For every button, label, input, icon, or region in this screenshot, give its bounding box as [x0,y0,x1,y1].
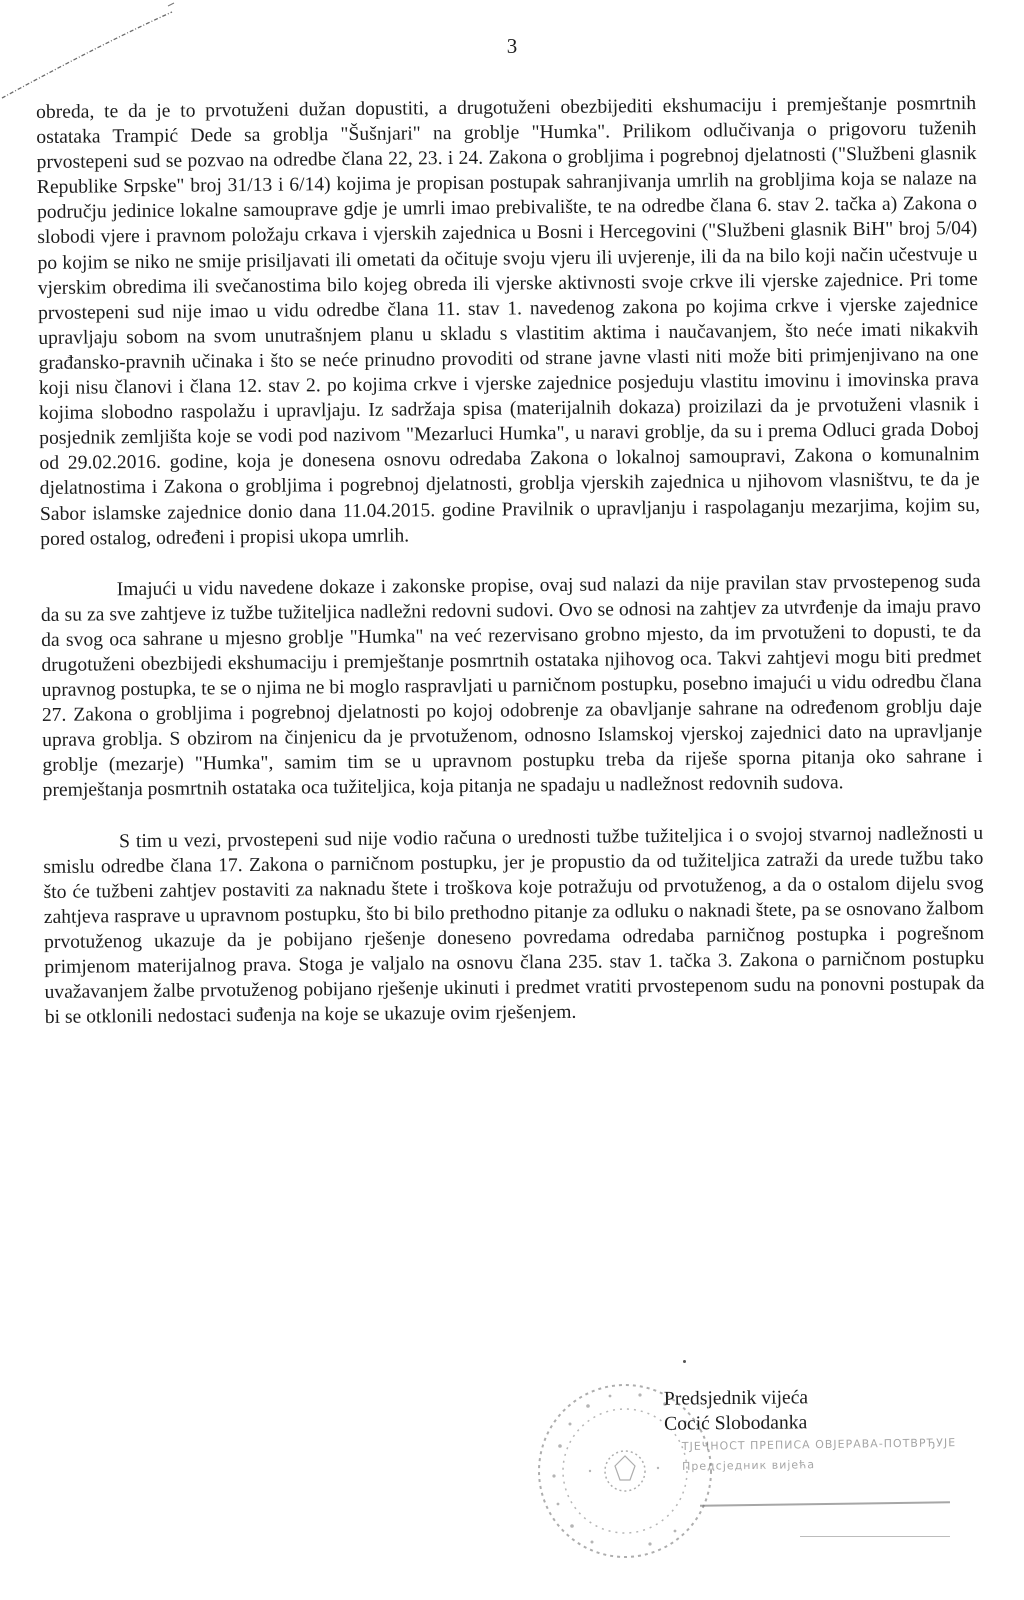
signature-title: Predsjednik vijeća [663,1387,809,1410]
stamp-line-1: ТЈЕЧНОСТ ПРЕПИСА ОВЈЕРАВА-ПОТВРЂУЈЕ [681,1436,957,1454]
ink-dot [683,1360,686,1363]
signature-name: Cocić Slobodanka [664,1412,808,1435]
paragraph-2: Imajući u vidu navedene dokaze i zakonske propise, ovaj sud nalazi da nije pravilan stav prvostepenog suda da su za sve zahtjeve iz tužbe tužiteljica nadležni redovni sudovi. Ovo se odnosi na zahtjev za utvrđenje da imaju pravo da svog oca sahrane u mjesno groblje "Humka" na već rezervisano grobno mjesto, da im prvotuženi to dopusti, te da drugotuženi obezbijedi ekshumaciju i premještanje posmrtnih ostataka njihovog oca. Takvi zahtjevi mogu biti predmet upravnog postupka, te se o njima ne bi moglo raspravljati u parničnom postupku, posebno imajući u vidu odredbu člana 27. Zakona o grobljima i pogrebnoj djelatnosti po kojoj odobrenje za obavljanje sahrane na određenom groblju daje uprava groblja. S obzirom na činjenicu da je prvotuženom, odnosno Islamskoj vjerskoj zajednici dato na upravljanje groblje (mezarje) "Humka", samim tim se u upravnom postupku treba da riješe sporna pitanja oko sahrane i premještanja posmrtnih ostataka oca tužiteljica, koja pitanja ne spadaju u nadležnost redovnih sudova. [40,570,983,802]
signature-block [664,1385,809,1436]
stamp-underline [800,1536,950,1537]
paragraph-1: obreda, te da je to prvotuženi dužan dopustiti, a drugotuženi obezbijediti ekshumaciju i premještanje posmrtnih ostataka Trampić Dede sa groblja "Šušnjari" na groblje "Humka". Prilikom odlučivanja o prigovoru tuženih prvostepeni sud se pozvao na odredbe člana 22, 23. i 24. Zakona o grobljima i pogrebnoj djelatnosti ("Službeni glasnik Republike Srpske" broj 31/13 i 6/14) kojima je propisan postupak sahranjivanja umrlih na grobljima koja se nalaze na području jedinice lokalne samouprave gdje je umrli imao prebivalište, te na odredbe člana 6. stav 2. tačka a) Zakona o slobodi vjere i pravnom položaju crkava i vjerskih zajednica u Bosni i Hercegovini ("Službeni glasnik BiH" broj 5/04) po kojim se niko ne smije prisiljavati ili ometati da očituje svoju vjeru ili uvjerenje, ili da na bilo koji način učestvuje u vjerskim obredima ili svečanostima bilo kojeg obreda ili vjerske aktivnosti svoje crkve ili vjerske zajednice. Pri tome prvostepeni sud nije imao u vidu odredbe člana 11. stav 1. navedenog zakona po kojima crkve i vjerske zajednice upravljaju sobom na svom unutrašnjem planu u skladu s vlastitim aktima i naučavanjem, što neće imati nikakvih građansko-pravnih učinaka i što se neće prinudno provoditi od strane javne vlasti niti može biti primjenjivano na one koji nisu članovi i člana 12. stav 2. po kojima crkve i vjerske zajednice posjeduju vlastitu imovinu i imovinska prava kojima slobodno raspolažu i upravljaju. Iz sadržaja spisa (materijalnih dokaza) proizilazi da je prvotuženi vlasnik i posjednik zemljišta koje se vodi pod nazivom "Mezarluci Humka", u naravi groblje, da su i prema Odluci grada Doboj od 29.02.2016. godine, koja je donesena osnovu odredaba Zakona o lokalnoj samoupravi, Zakona o komunalnim djelatnostima i Zakona o grobljima i pogrebnoj djelatnosti, groblja vjerskih zajednica u njihovom vlasništvu, te da je Sabor islamske zajednice donio dana 11.04.2015. godine Pravilnik o upravljanju i raspolaganju mezarjima, kojim su, pored ostalog, određeni i propisi ukopa umrlih. [36,92,981,550]
stamp-line-2: Предсједник вијећа [682,1458,816,1474]
page-number: 3 [506,34,518,58]
document-body [36,91,985,1030]
paragraph-3: S tim u vezi, prvostepeni sud nije vodio računa o urednosti tužbe tužiteljica i o svojoj stvarnoj nadležnosti u smislu odredbe člana 17. Zakona o parničnom postupku, jer je propustio da od tužiteljica zatraži da urede tužbu tako što će tužbeni zahtjev postaviti za naknadu štete i troškova koje potražuju od prvotuženog, a da o ostalom dijelu svog zahtjeva rasprave u upravnom postupku, što bi bilo prethodno pitanje za odluku o naknadi štete, pa se osnovano žalbom prvotuženog ukazuje da je pobijano rješenje doneseno povredama odredaba parničnog postupka i pogrešnom primjenom materijalnog prava. Stoga je valjalo na osnovu člana 235. stav 1. tačka 3. Zakona o parničnom postupku uvažavanjem žalbe prvotuženog pobijano rješenje ukinuti i predmet vratiti prvostepenom sudu na ponovni postupak da bi se otklonili nedostaci suđenja na koje se ukazuje ovim rješenjem. [43,822,985,1029]
certification-stamp [682,1436,973,1480]
stamp-signature-line [700,1501,950,1506]
